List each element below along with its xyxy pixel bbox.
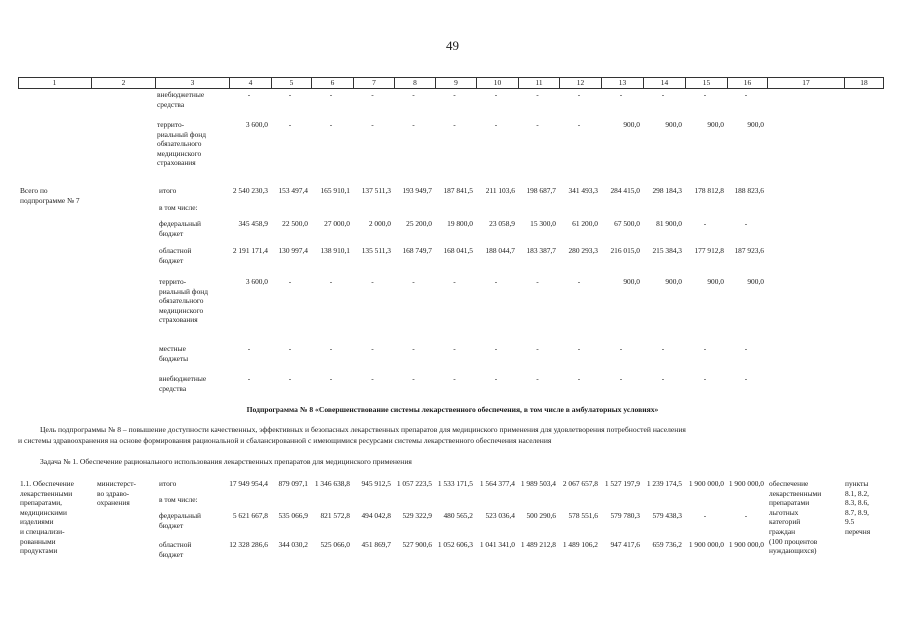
cell-value: 168 749,7 [402,246,432,255]
cell-value: - [371,374,374,383]
row-label: местные [159,344,186,353]
cell-value: - [577,277,581,286]
cell-value: 1 900 000,0 [688,540,724,549]
cell-value: - [536,374,539,383]
header-col-2: 2 [91,78,155,88]
cell-value: 130 997,4 [278,246,308,255]
cell-value: 215 384,3 [652,246,682,255]
cell-value: 879 097,1 [278,479,308,488]
cell-value: - [247,90,251,99]
cell-value: - [371,277,374,286]
cell-value: - [577,120,581,129]
executor-name: министерст- [97,479,136,488]
row-label: медицинского [157,148,202,158]
cell-value: 216 015,0 [610,246,640,255]
cell-value: 1 057 223,5 [396,479,432,488]
cell-value: 1 533 171,5 [437,479,473,488]
header-col-17: 17 [767,78,844,88]
cell-value: - [453,344,456,353]
reference-points: 8.1, 8.2, [845,488,870,498]
cell-value: - [661,90,665,99]
row-label: обязательного [157,139,202,149]
cell-value: - [494,120,498,129]
header-col-8: 8 [394,78,435,88]
measure-name: продуктами [20,546,58,556]
cell-value: 193 949,7 [402,186,432,195]
row-label: бюджет [159,228,184,238]
row-label: бюджет [159,255,184,265]
cell-value: 165 910,1 [320,186,350,195]
header-col-3: 3 [155,78,229,88]
cell-value: 211 103,6 [485,186,515,195]
target-indicator: препаратами [769,498,810,508]
cell-value: 138 910,1 [320,246,350,255]
target-indicator: нуждающихся) [769,546,817,556]
cell-value: 1 527 197,9 [604,479,640,488]
cell-value: - [494,374,498,383]
cell-value: - [288,374,292,383]
cell-value: - [494,277,498,286]
header-col-10: 10 [476,78,518,88]
page-number: 49 [446,38,459,53]
reference-points: 8.3, 8.6, [845,498,870,508]
cell-value: 3 600,0 [245,277,268,286]
cell-value: 188 823,6 [734,186,764,195]
executor-name: во здраво- [97,488,130,498]
cell-value: 188 044,7 [485,246,515,255]
cell-value: - [329,120,333,129]
cell-value: 341 493,3 [568,186,598,195]
cell-value: - [744,374,748,383]
cell-value: 2 000,0 [368,219,391,228]
cell-value: 280 293,3 [568,246,598,255]
goal-line-2: и системы здравоохранения на основе формирования рациональной и сбалансированной с имеющимися ресурсами системы лекарственного обеспечения населения [18,436,552,445]
measure-name: изделиями [20,517,54,527]
cell-value: 480 565,2 [443,511,473,520]
cell-value: 900,0 [623,277,640,286]
row-label: средства [159,383,187,393]
row-label: медицинского [159,305,204,315]
cell-value: 579 438,3 [652,511,682,520]
cell-value: 22 500,0 [282,219,308,228]
cell-value: 579 780,3 [610,511,640,520]
header-col-14: 14 [643,78,685,88]
cell-value: 900,0 [707,277,724,286]
target-indicator: льготных [769,507,799,517]
row-label: областной [159,540,192,549]
reference-points: пункты [845,479,869,488]
cell-value: - [577,374,581,383]
target-indicator: категорий [769,517,801,527]
cell-value: 945 912,5 [361,479,391,488]
reference-points: 9.5 [845,517,855,527]
cell-value: 535 066,9 [278,511,308,520]
cell-value: - [412,90,415,99]
row-label: бюджеты [159,353,189,363]
cell-value: 27 000,0 [324,219,350,228]
cell-value: 578 551,6 [568,511,598,520]
row-label: федеральный [159,511,201,520]
cell-value: 23 058,9 [489,219,515,228]
cell-value: 1 346 638,8 [314,479,350,488]
cell-value: 25 200,0 [406,219,432,228]
header-col-9: 9 [435,78,476,88]
row-label: итого [159,186,177,195]
cell-value: 1 489 212,8 [520,540,556,549]
header-col-13: 13 [601,78,643,88]
cell-value: 298 184,3 [652,186,682,195]
cell-value: 1 900 000,0 [688,479,724,488]
cell-value: - [247,374,251,383]
goal-line-1: Цель подпрограммы № 8 – повышение доступности качественных, эффективных и безопасных лекарственных препаратов для медицинского применения для удовлетворения потребностей населения [40,425,686,434]
row-label: бюджет [159,549,184,559]
cell-value: - [536,120,539,129]
cell-value: 1 489 106,2 [562,540,598,549]
reference-points: 8.7, 8.9, [845,507,870,517]
cell-value: - [329,277,333,286]
cell-value: - [453,374,456,383]
cell-value: 153 497,4 [278,186,308,195]
row-label: обязательного [159,296,204,306]
cell-value: 187 923,6 [734,246,764,255]
cell-value: 15 300,0 [530,219,556,228]
cell-value: 187 841,5 [443,186,473,195]
measure-name: лекарственными [20,488,73,498]
cell-value: - [536,344,539,353]
target-indicator: обеспечение [769,479,809,488]
cell-value: 523 036,4 [485,511,515,520]
cell-value: 17 949 954,4 [229,479,268,488]
cell-value: 500 290,6 [526,511,556,520]
measure-name: и специализи- [20,527,65,536]
cell-value: - [703,374,707,383]
row-label: итого [159,479,177,488]
cell-value: - [744,344,748,353]
cell-value: - [577,344,581,353]
cell-value: 137 511,3 [361,186,391,195]
cell-value: 1 900 000,0 [728,479,764,488]
header-col-7: 7 [353,78,394,88]
cell-value: - [536,90,539,99]
cell-value: 61 200,0 [572,219,598,228]
header-col-15: 15 [685,78,727,88]
cell-value: - [288,277,292,286]
row-label: риальный фонд [159,286,208,296]
cell-value: 900,0 [665,120,682,129]
measure-name: препаратами, [20,498,63,508]
cell-value: - [661,344,665,353]
measure-name: медицинскими [20,507,67,517]
header-col-18: 18 [844,78,883,88]
header-col-16: 16 [727,78,767,88]
header-col-4: 4 [229,78,271,88]
row-label: террито- [159,277,187,286]
cell-value: - [412,344,415,353]
target-indicator: граждан [769,527,796,536]
cell-value: 2 540 230,3 [232,186,268,195]
cell-value: 198 687,7 [526,186,556,195]
cell-value: - [412,374,415,383]
cell-value: - [703,219,707,228]
cell-value: 900,0 [747,277,764,286]
cell-value: 900,0 [707,120,724,129]
cell-value: 821 572,8 [320,511,350,520]
header-col-6: 6 [311,78,353,88]
cell-value: 3 600,0 [245,120,268,129]
row-label: в том числе: [159,203,198,212]
cell-value: - [703,511,707,520]
cell-value: - [619,374,623,383]
row-label: в том числе: [159,495,198,504]
cell-value: - [329,374,333,383]
cell-value: - [247,344,251,353]
row-label: террито- [157,120,185,129]
cell-value: - [619,90,623,99]
cell-value: - [494,344,498,353]
target-indicator: лекарственными [769,488,822,498]
cell-value: - [288,120,292,129]
cell-value: - [703,344,707,353]
table-header-row [18,77,884,89]
cell-value: - [453,90,456,99]
cell-value: - [453,120,456,129]
cell-value: - [703,90,707,99]
cell-value: 494 042,8 [361,511,391,520]
cell-value: 284 415,0 [610,186,640,195]
header-col-12: 12 [559,78,601,88]
header-col-11: 11 [518,78,559,88]
cell-value: 2 191 171,4 [232,246,268,255]
row-label: страхования [159,315,198,325]
executor-name: охранения [97,498,130,508]
cell-value: - [412,120,415,129]
cell-value: 1 564 377,4 [479,479,515,488]
header-col-1: 1 [52,78,57,87]
cell-value: 67 500,0 [614,219,640,228]
cell-value: - [412,277,415,286]
cell-value: - [744,219,748,228]
cell-value: 1 989 503,4 [520,479,556,488]
cell-value: 659 736,2 [652,540,682,549]
cell-value: 177 912,8 [694,246,724,255]
cell-value: - [371,120,374,129]
row-label: внебюджетные [159,374,207,383]
cell-value: - [536,277,539,286]
cell-value: 900,0 [623,120,640,129]
row-label: федеральный [159,219,201,228]
cell-value: 1 239 174,5 [646,479,682,488]
cell-value: 19 800,0 [447,219,473,228]
cell-value: 525 066,0 [320,540,350,549]
cell-value: 1 041 341,0 [479,540,515,549]
cell-value: 135 511,3 [361,246,391,255]
cell-value: - [661,374,665,383]
cell-value: 1 900 000,0 [728,540,764,549]
cell-value: - [329,90,333,99]
cell-value: 451 869,7 [361,540,391,549]
subprogram-title: Подпрограмма № 8 «Совершенствование системы лекарственного обеспечения, в том числе в амбулаторных условиях» [246,405,659,414]
cell-value: - [371,90,374,99]
cell-value: 5 621 667,8 [232,511,268,520]
reference-points: перечня [845,527,871,536]
task-line: Задача № 1. Обеспечение рационального использования лекарственных препаратов для медицинского применения [40,457,412,466]
cell-value: 168 041,5 [443,246,473,255]
header-col-5: 5 [271,78,311,88]
cell-value: 81 900,0 [656,219,682,228]
measure-name: рованными [20,536,56,546]
cell-value: 947 417,6 [610,540,640,549]
cell-value: 2 067 657,8 [562,479,598,488]
measure-name: 1.1. Обеспечение [20,479,74,488]
cell-value: 345 458,9 [238,219,268,228]
cell-value: 12 328 286,6 [229,540,268,549]
subprogram-total-title: Всего по [20,186,48,195]
cell-value: - [371,344,374,353]
cell-value: - [494,90,498,99]
cell-value: 178 812,8 [694,186,724,195]
target-indicator: (100 процентов [769,536,818,546]
row-label: страхования [157,158,196,168]
subprogram-total-title: подпрограмме № 7 [20,195,80,205]
cell-value: 183 387,7 [526,246,556,255]
cell-value: - [744,90,748,99]
cell-value: 344 030,2 [278,540,308,549]
cell-value: 900,0 [747,120,764,129]
cell-value: - [453,277,456,286]
cell-value: - [577,90,581,99]
row-label: бюджет [159,520,184,530]
cell-value: - [619,344,623,353]
row-label: средства [157,99,185,109]
row-label: областной [159,246,192,255]
cell-value: - [329,344,333,353]
row-label: внебюджетные [157,90,205,99]
cell-value: 900,0 [665,277,682,286]
row-label: риальный фонд [157,129,206,139]
cell-value: - [744,511,748,520]
cell-value: 529 322,9 [402,511,432,520]
cell-value: 527 900,6 [402,540,432,549]
cell-value: - [288,90,292,99]
cell-value: - [288,344,292,353]
cell-value: 1 052 606,3 [437,540,473,549]
